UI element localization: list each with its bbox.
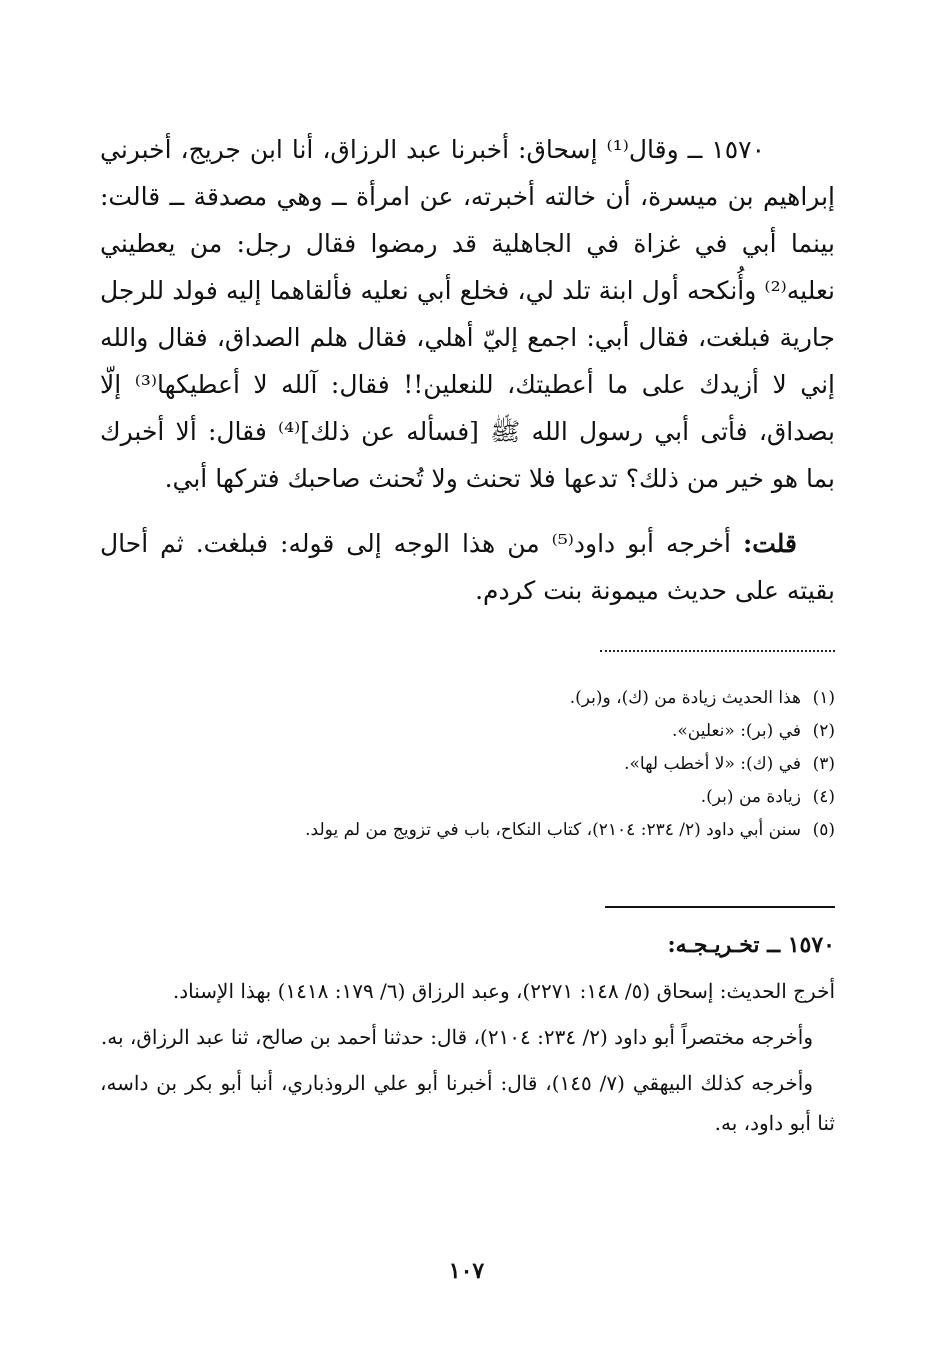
footnote-text: هذا الحديث زيادة من (ك)، و(بر). <box>569 688 801 708</box>
hadith-paragraph: ١٥٧٠ ــ وقال⁽¹⁾ إسحاق: أخبرنا عبد الرزاق، أنا ابن جريج، أخبرني إبراهيم بن ميسرة، أن خالته أخبرته، عن امرأة ــ وهي مصدقة ــ قالت: بينما أبي في غزاة في الجاهلية قد رمضوا فقال رجل: من يعطيني نعليه⁽²⁾ وأُنكحه أول ابنة تلد لي، فخلع أبي نعليه فألقاهما إليه فولد للرجل جارية فبلغت، فقال أبي: اجمع إليّ أهلي، فقال هلم الصداق، فقال والله إني لا أزيدك على ما أعطيتك، للنعلين!! فقال: آلله لا أعطيكها⁽³⁾ إلّا بصداق، فأتى أبي رسول الله ﷺ [فسأله عن ذلك]⁽⁴⁾ فقال: ألا أخبرك بما هو خير من ذلك؟ تدعها فلا تحنث ولا تُحنث صاحبك فتركها أبي. <box>100 135 835 493</box>
footnote-separator <box>600 650 835 652</box>
takhrij-paragraph: وأخرجه كذلك البيهقي (٧/ ١٤٥)، قال: أخبرنا أبو علي الروذباري، أنبا أبو بكر بن داسه، ثنا أبو داود، به. <box>100 1071 835 1135</box>
footnote-number: (٤) <box>812 787 835 807</box>
footnote-item <box>100 814 835 847</box>
footnote-number: (١) <box>812 688 835 708</box>
footnotes <box>100 682 835 847</box>
footnote-text: في (بر): «نعلين». <box>671 721 801 741</box>
footnote-item <box>100 781 835 814</box>
footnote-text: سنن أبي داود (٢/ ٢٣٤: ٢١٠٤)، كتاب النكاح، باب في تزويج من لم يولد. <box>305 820 801 840</box>
remark-lead: قلت: <box>742 529 797 558</box>
footnote-number: (٣) <box>812 754 835 774</box>
takhrij-paragraph: وأخرجه مختصراً أبو داود (٢/ ٢٣٤: ٢١٠٤)، قال: حدثنا أحمد بن صالح، ثنا عبد الرزاق، به. <box>100 1025 813 1049</box>
footnote-item <box>100 748 835 781</box>
main-text <box>100 126 835 614</box>
footnote-item <box>100 715 835 748</box>
remark-text: أخرجه أبو داود⁽⁵⁾ من هذا الوجه إلى قوله: فبلغت. ثم أحال بقيته على حديث ميمونة بنت كردم. <box>100 529 835 605</box>
remark-paragraph <box>100 520 835 614</box>
takhrij-heading: ١٥٧٠ ــ تخـريـجـه: <box>667 932 835 958</box>
footnote-text: في (ك): «لا أخطب لها». <box>624 754 801 774</box>
footnote-item <box>100 682 835 715</box>
takhrij-separator <box>605 906 835 908</box>
footnote-number: (٥) <box>812 820 835 840</box>
takhrij-section <box>100 925 835 1143</box>
footnote-number: (٢) <box>812 721 835 741</box>
takhrij-paragraph: أخرج الحديث: إسحاق (٥/ ١٤٨: ٢٢٧١)، وعبد الرزاق (٦/ ١٧٩: ١٤١٨) بهذا الإسناد. <box>172 979 835 1003</box>
page-number: ١٠٧ <box>448 1258 485 1284</box>
footnote-text: زيادة من (بر). <box>700 787 801 807</box>
